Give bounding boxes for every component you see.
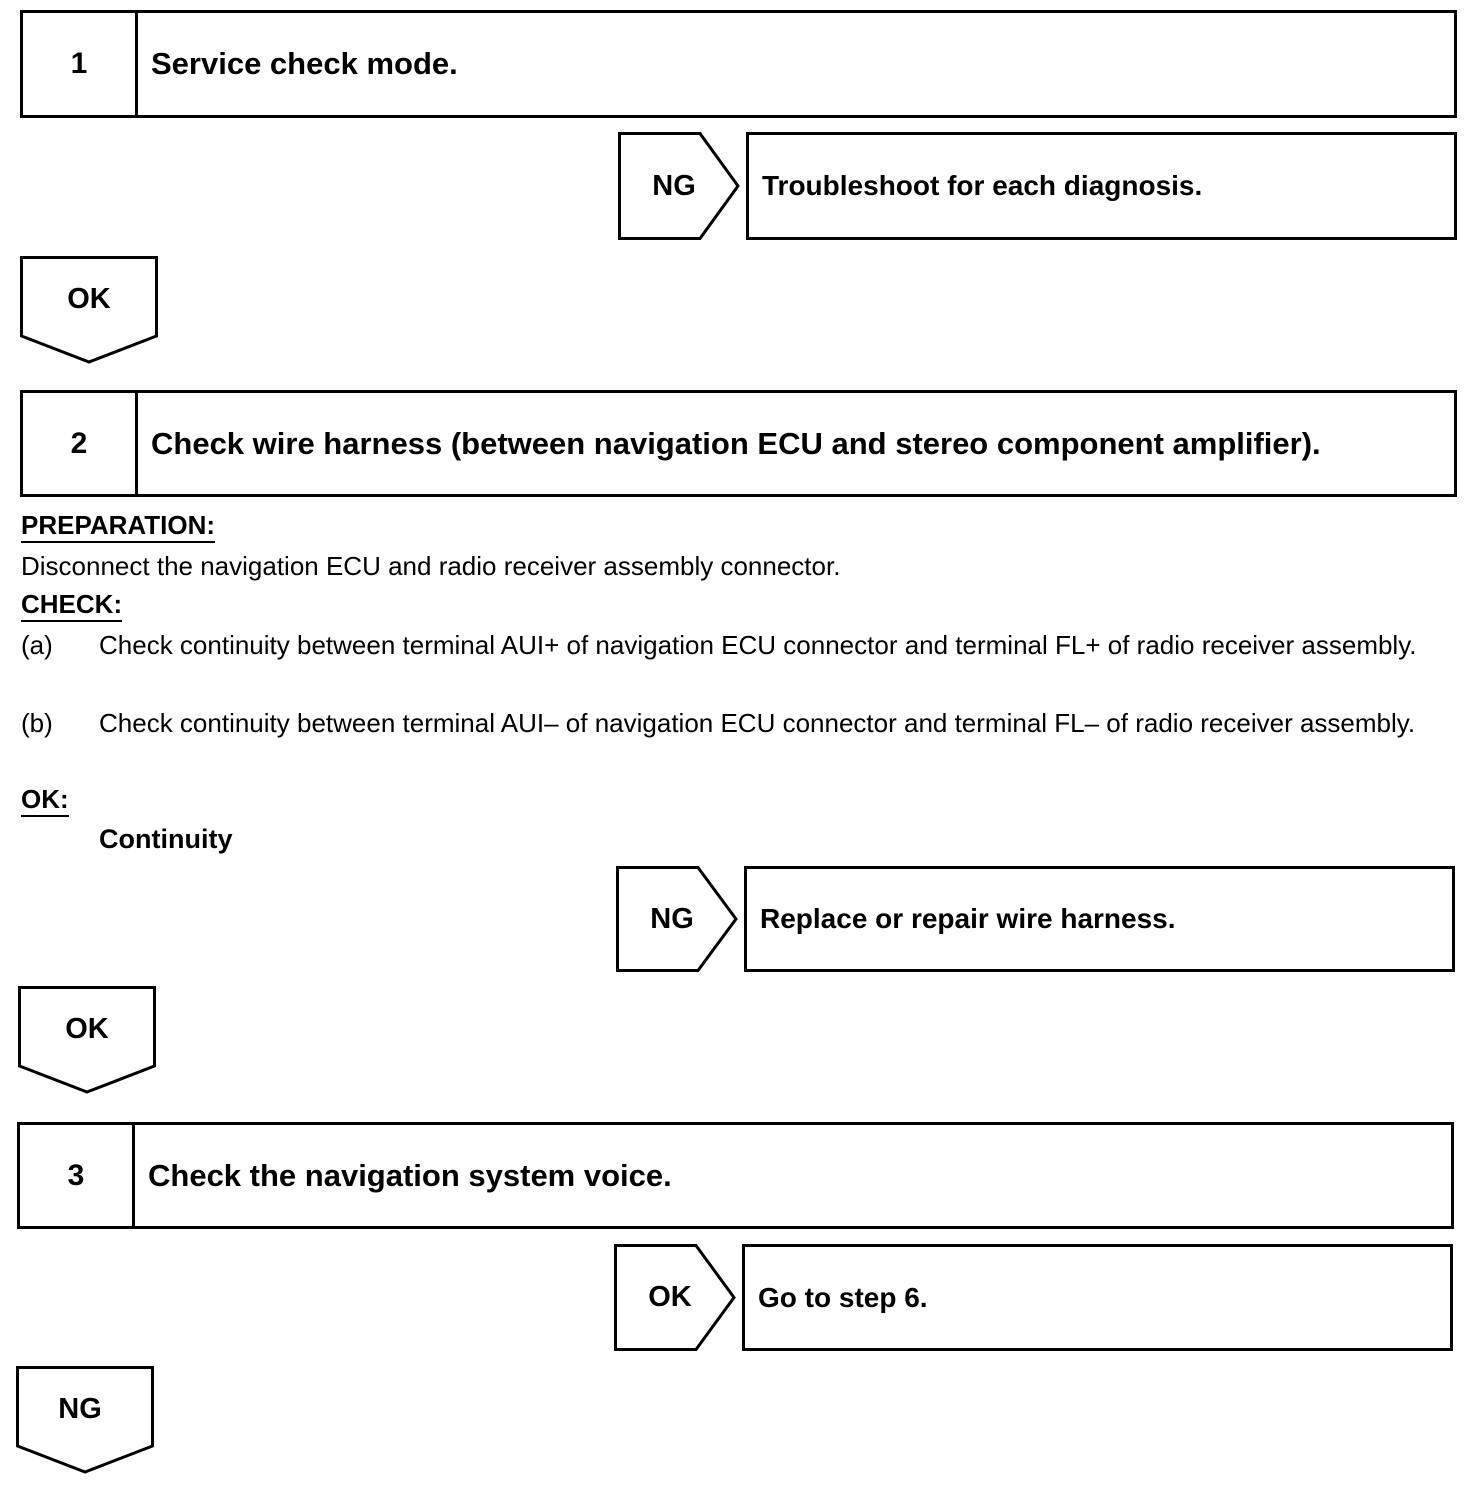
step-2-ng-result: Replace or repair wire harness.	[744, 866, 1455, 972]
step-3-header	[17, 1122, 1454, 1229]
step-3-ok-tag-label: OK	[648, 1281, 692, 1313]
step-3-ok-result: Go to step 6.	[742, 1244, 1453, 1351]
step-1-number: 1	[23, 13, 138, 115]
step-3-ng-tag	[16, 1366, 154, 1474]
step-3-number: 3	[20, 1125, 135, 1226]
step-2-header	[20, 390, 1457, 497]
step-3-ng-tag-label: NG	[58, 1392, 102, 1425]
step-3-ok-tag	[614, 1244, 738, 1351]
step-1-ng-tag	[618, 132, 742, 240]
step-2-ok-tag-label: OK	[65, 1012, 109, 1045]
step-2-ok-tag	[18, 986, 156, 1094]
step-1-ng-result: Troubleshoot for each diagnosis.	[746, 132, 1457, 240]
check-item-b-marker: (b)	[21, 708, 53, 738]
step-1-ok-tag	[20, 256, 158, 364]
step-1-header	[20, 10, 1457, 118]
ok-criteria-value: Continuity	[99, 824, 233, 854]
check-item-a-marker: (a)	[21, 630, 53, 660]
step-2-ng-tag-label: NG	[650, 902, 694, 935]
step-2-ng-tag	[616, 866, 740, 972]
preparation-text: Disconnect the navigation ECU and radio receiver assembly connector.	[21, 551, 841, 581]
ok-criteria-label: OK:	[21, 784, 69, 817]
check-label: CHECK:	[21, 589, 122, 622]
check-item-a-text: Check continuity between terminal AUI+ of navigation ECU connector and terminal FL+ of radio receiver assembly.	[99, 630, 1417, 660]
step-2-number: 2	[23, 393, 138, 494]
preparation-label: PREPARATION:	[21, 510, 215, 543]
step-1-title: Service check mode.	[151, 46, 458, 81]
step-2-title: Check wire harness (between navigation ECU and stereo component amplifier).	[151, 425, 1321, 461]
check-item-b-text: Check continuity between terminal AUI– of navigation ECU connector and terminal FL– of radio receiver assembly.	[99, 708, 1416, 738]
step-1-ok-tag-label: OK	[67, 282, 111, 315]
step-3-title: Check the navigation system voice.	[148, 1157, 672, 1193]
step-1-ng-tag-label: NG	[652, 169, 696, 202]
